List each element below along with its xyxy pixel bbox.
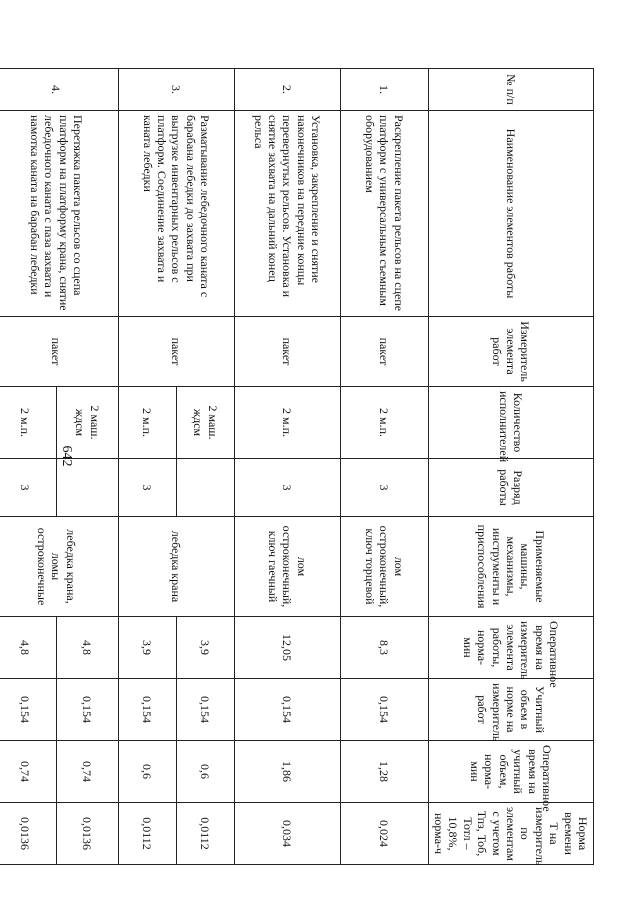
row-op-time: 4,8 [56, 617, 118, 679]
row-grade: 3 [234, 459, 340, 517]
row-grade: 3 [0, 459, 56, 517]
row-grade [56, 459, 118, 517]
row-volume: 0,154 [340, 679, 428, 741]
header-grade: Разряд работы [428, 459, 593, 517]
row-name: Разматывание лебедочного каната с барабана лебедки до захвата при выгрузке инвентарных рельсов с платформ. Соединение захвата и каната лебедки [118, 111, 234, 317]
row-volume: 0,154 [56, 679, 118, 741]
row-unit: пакет [118, 317, 234, 387]
row-name: Перетяжка пакета рельсов со сцепа платформ на платформу крана, снятие лебедочного каната с паза захвата и намотка каната на барабан лебедки [0, 111, 118, 317]
row-op-time: 3,9 [176, 617, 234, 679]
row-op-time: 12,05 [234, 617, 340, 679]
table-row [234, 69, 340, 865]
row-volume: 0,154 [0, 679, 56, 741]
row-grade [176, 459, 234, 517]
row-num: 2. [234, 69, 340, 111]
row-num: 4. [0, 69, 118, 111]
row-num: 1. [340, 69, 428, 111]
row-op-time: 8,3 [340, 617, 428, 679]
row-name: Раскрепление пакета рельсов на сцепе платформ с универсальным съемным оборудованием [340, 111, 428, 317]
norms-table [0, 68, 594, 865]
header-name: Наименование элементов работы [428, 111, 593, 317]
row-norm: 0,024 [340, 803, 428, 865]
row-workers: 2 м.п. [0, 387, 56, 459]
row-workers: 2 м.п. [340, 387, 428, 459]
table-row [176, 69, 234, 865]
row-grade: 3 [340, 459, 428, 517]
table-row [340, 69, 428, 865]
row-name: Установка, закрепление и снятие наконечников на передние концы перевернутых рельсов. Установка и снятие захвата на дальний конец рельса [234, 111, 340, 317]
header-op-time-vol: Оперативное время на учитный объем, норма-мин [428, 741, 593, 803]
row-grade: 3 [118, 459, 176, 517]
row-workers: 2 маш. ждсм [176, 387, 234, 459]
row-norm: 0,0136 [56, 803, 118, 865]
row-workers: 2 м.п. [118, 387, 176, 459]
page-number: 642 [59, 445, 74, 467]
row-norm: 0,034 [234, 803, 340, 865]
row-norm: 0,0136 [0, 803, 56, 865]
row-op-time-vol: 1,86 [234, 741, 340, 803]
row-tools: лебедка крана, ломы остроконечные [0, 517, 118, 617]
rotated-page [18, 68, 594, 866]
header-op-time: Оперативное время на измеритель элемента работы, норма-мин [428, 617, 593, 679]
row-norm: 0,0112 [176, 803, 234, 865]
header-workers: Количество исполнителей [428, 387, 593, 459]
row-unit: пакет [234, 317, 340, 387]
row-workers: 2 м.п. [234, 387, 340, 459]
row-op-time-vol: 0,74 [0, 741, 56, 803]
row-op-time: 4,8 [0, 617, 56, 679]
header-tools: Применяемые машины, механизмы, инструменты и приспособления [428, 517, 593, 617]
row-volume: 0,154 [118, 679, 176, 741]
row-volume: 0,154 [234, 679, 340, 741]
row-op-time-vol: 0,6 [176, 741, 234, 803]
row-norm: 0,0112 [118, 803, 176, 865]
row-unit: пакет [340, 317, 428, 387]
row-num: 3. [118, 69, 234, 111]
row-op-time-vol: 1,28 [340, 741, 428, 803]
row-volume: 0,154 [176, 679, 234, 741]
header-num: № п/п [428, 69, 593, 111]
header-row [428, 69, 593, 865]
row-unit: пакет [0, 317, 118, 387]
row-tools: лом остроконечный, ключ гаечный [234, 517, 340, 617]
table-row [56, 69, 118, 865]
header-volume: Учитный объем в норме на измеритель работ [428, 679, 593, 741]
header-norm: Норма времени Т на измеритель по элементам с учетом Тпз, Тоб, Тотл – 10,8%, норма-ч [428, 803, 593, 865]
row-op-time-vol: 0,6 [118, 741, 176, 803]
row-tools: лебедка крана [118, 517, 234, 617]
norms-table-container [18, 68, 594, 866]
row-workers: 2 маш. ждсм [56, 387, 118, 459]
row-op-time: 3,9 [118, 617, 176, 679]
row-tools: лом остроконечный, ключ торцевой [340, 517, 428, 617]
row-op-time-vol: 0,74 [56, 741, 118, 803]
header-unit: Измеритель элемента работ [428, 317, 593, 387]
